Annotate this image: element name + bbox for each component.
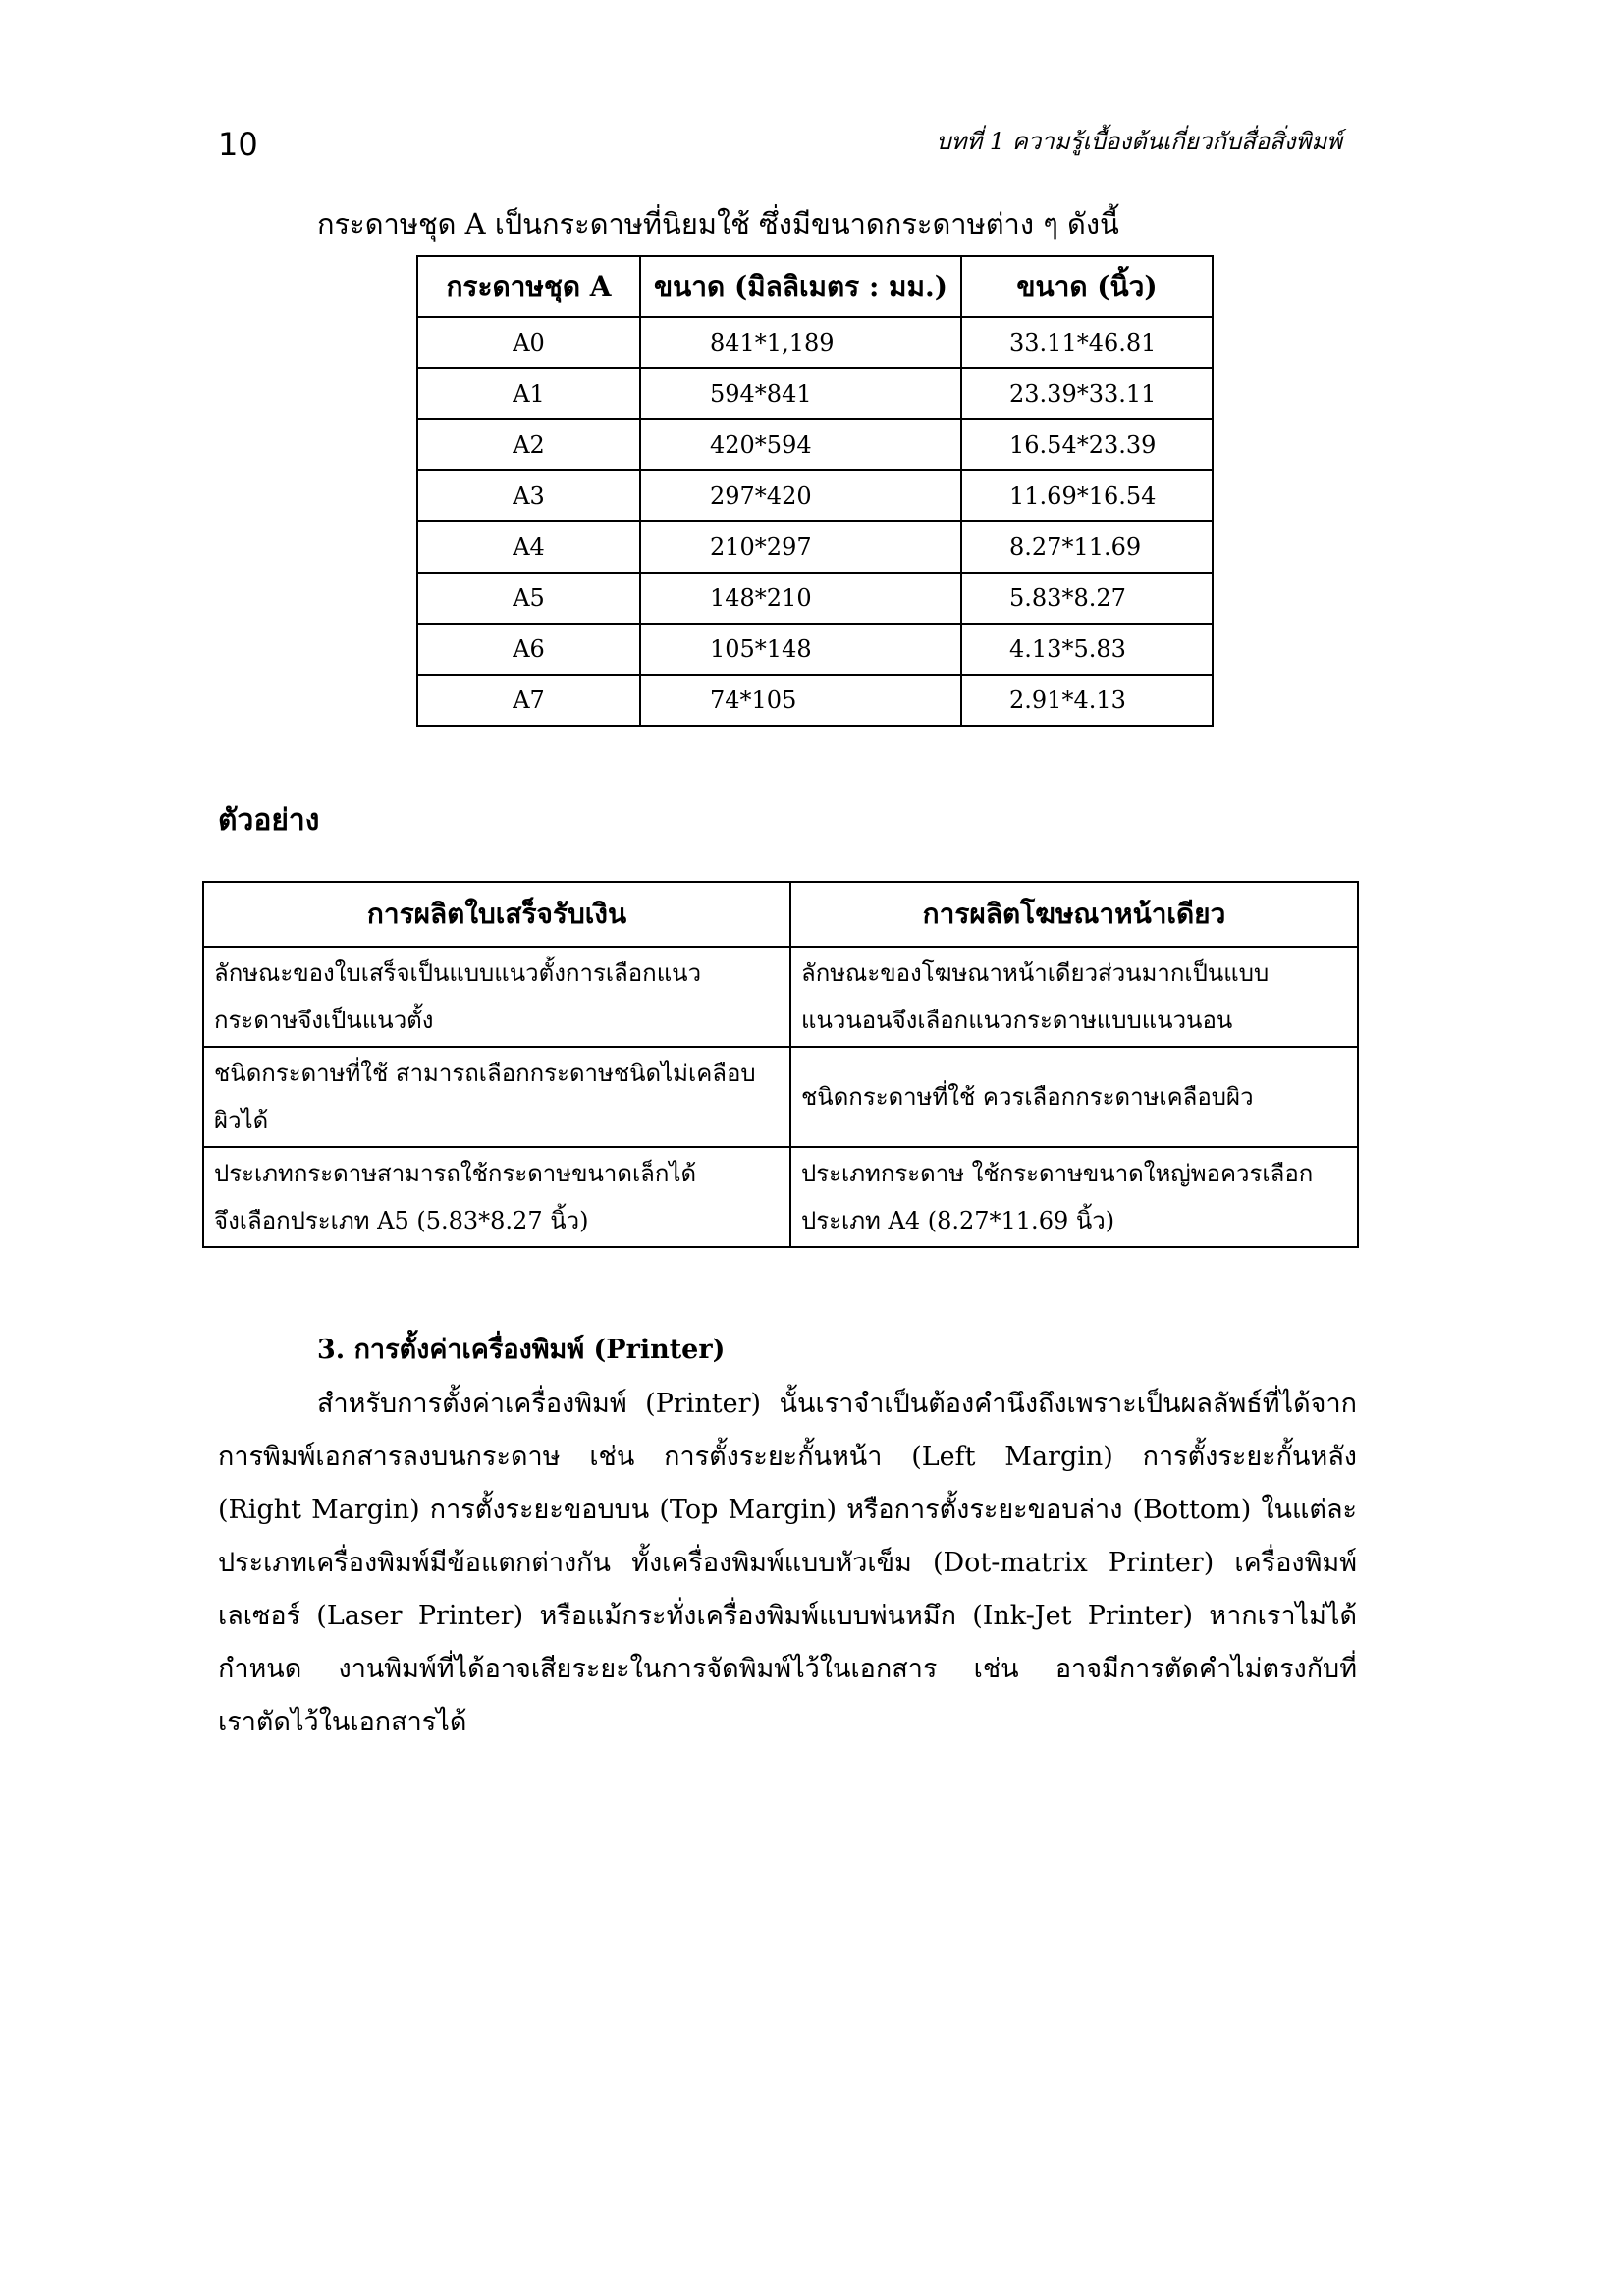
paragraph-line: สำหรับการตั้งค่าเครื่องพิมพ์ (Printer) นั้นเราจำเป็นต้องคำนึงถึงเพราะเป็นผลลัพธ์ที่ได้จาก <box>317 1389 1357 1419</box>
paper-size-mm: 74*105 <box>640 675 961 726</box>
receipt-cell <box>203 947 790 1047</box>
paper-size-mm: 210*297 <box>640 521 961 573</box>
running-header: บทที่ 1 ความรู้เบื้องต้นเกี่ยวกับสื่อสิ่งพิมพ์ <box>936 128 1342 155</box>
cell-line: ผิวได้ <box>214 1107 269 1134</box>
paper-size-inch: 2.91*4.13 <box>961 675 1213 726</box>
table-row <box>417 419 1213 470</box>
cell-line: ประเภท A4 (8.27*11.69 นิ้ว) <box>801 1207 1115 1234</box>
paper-size-name: A7 <box>417 675 640 726</box>
cell-line: ประเภทกระดาษสามารถใช้กระดาษขนาดเล็กได้ <box>214 1160 697 1187</box>
cell-line: ลักษณะของใบเสร็จเป็นแบบแนวตั้งการเลือกแนว <box>214 959 702 987</box>
column-header-receipt: การผลิตใบเสร็จรับเงิน <box>203 882 790 947</box>
paragraph-line: ประเภทเครื่องพิมพ์มีข้อแตกต่างกัน ทั้งเครื่องพิมพ์แบบหัวเข็ม (Dot-matrix Printer) เครื่องพิมพ์ <box>218 1548 1357 1578</box>
table-row <box>417 624 1213 675</box>
cell-line: ประเภทกระดาษ ใช้กระดาษขนาดใหญ่พอควรเลือก <box>801 1160 1314 1187</box>
table-row <box>417 675 1213 726</box>
paper-size-table <box>416 255 1214 727</box>
paper-size-name: A4 <box>417 521 640 573</box>
paper-size-mm: 594*841 <box>640 368 961 419</box>
table-row <box>203 947 1358 1047</box>
paper-size-name: A3 <box>417 470 640 521</box>
column-header-flyer: การผลิตโฆษณาหน้าเดียว <box>790 882 1358 947</box>
paragraph-line: เราตัดไว้ในเอกสารได้ <box>218 1707 467 1737</box>
table-row <box>417 521 1213 573</box>
cell-line: แนวนอนจึงเลือกแนวกระดาษแบบแนวนอน <box>801 1007 1233 1034</box>
cell-line: ชนิดกระดาษที่ใช้ ควรเลือกกระดาษเคลือบผิว <box>801 1083 1254 1111</box>
table-row <box>417 368 1213 419</box>
example-label: ตัวอย่าง <box>218 803 320 838</box>
table-row <box>417 573 1213 624</box>
paper-size-mm: 420*594 <box>640 419 961 470</box>
paper-size-mm: 105*148 <box>640 624 961 675</box>
paper-size-mm: 841*1,189 <box>640 317 961 368</box>
paper-size-name: A6 <box>417 624 640 675</box>
cell-line: กระดาษจึงเป็นแนวตั้ง <box>214 1007 434 1034</box>
paper-size-name: A2 <box>417 419 640 470</box>
section-heading: 3. การตั้งค่าเครื่องพิมพ์ (Printer) <box>317 1335 726 1365</box>
cell-line: จึงเลือกประเภท A5 (5.83*8.27 นิ้ว) <box>214 1207 589 1234</box>
paragraph-line: การพิมพ์เอกสารลงบนกระดาษ เช่น การตั้งระยะกั้นหน้า (Left Margin) การตั้งระยะกั้นหลัง <box>218 1442 1357 1472</box>
paper-size-mm: 297*420 <box>640 470 961 521</box>
receipt-cell <box>203 1047 790 1147</box>
paper-size-inch: 23.39*33.11 <box>961 368 1213 419</box>
paper-size-name: A5 <box>417 573 640 624</box>
paper-size-inch: 33.11*46.81 <box>961 317 1213 368</box>
paper-size-mm: 148*210 <box>640 573 961 624</box>
paper-size-name: A0 <box>417 317 640 368</box>
table-row <box>203 1147 1358 1247</box>
paper-size-inch: 16.54*23.39 <box>961 419 1213 470</box>
column-header-inch: ขนาด (นิ้ว) <box>961 256 1213 317</box>
flyer-cell <box>790 1047 1358 1147</box>
cell-line: ลักษณะของโฆษณาหน้าเดียวส่วนมากเป็นแบบ <box>801 959 1270 987</box>
comparison-table <box>202 881 1359 1248</box>
flyer-cell <box>790 1147 1358 1247</box>
table-header-row <box>417 256 1213 317</box>
paper-size-inch: 8.27*11.69 <box>961 521 1213 573</box>
cell-line: ชนิดกระดาษที่ใช้ สามารถเลือกกระดาษชนิดไม่เคลือบ <box>214 1060 756 1087</box>
table-row <box>203 1047 1358 1147</box>
paper-size-inch: 5.83*8.27 <box>961 573 1213 624</box>
flyer-cell <box>790 947 1358 1047</box>
paper-size-inch: 4.13*5.83 <box>961 624 1213 675</box>
paper-size-inch: 11.69*16.54 <box>961 470 1213 521</box>
table-row <box>417 317 1213 368</box>
table-header-row <box>203 882 1358 947</box>
page-number: 10 <box>218 126 258 163</box>
paragraph-line: กำหนด งานพิมพ์ที่ได้อาจเสียระยะในการจัดพิมพ์ไว้ในเอกสาร เช่น อาจมีการตัดคำไม่ตรงกับที่ <box>218 1654 1357 1684</box>
intro-text: กระดาษชุด A เป็นกระดาษที่นิยมใช้ ซึ่งมีขนาดกระดาษต่าง ๆ ดังนี้ <box>317 207 1119 241</box>
paragraph-line: เลเซอร์ (Laser Printer) หรือแม้กระทั่งเครื่องพิมพ์แบบพ่นหมึก (Ink-Jet Printer) หากเราไม่ได้ <box>218 1601 1357 1631</box>
paragraph-line: (Right Margin) การตั้งระยะขอบบน (Top Margin) หรือการตั้งระยะขอบล่าง (Bottom) ในแต่ละ <box>218 1495 1357 1525</box>
paper-size-name: A1 <box>417 368 640 419</box>
table-row <box>417 470 1213 521</box>
receipt-cell <box>203 1147 790 1247</box>
column-header-mm: ขนาด (มิลลิเมตร : มม.) <box>640 256 961 317</box>
column-header-series: กระดาษชุด A <box>417 256 640 317</box>
